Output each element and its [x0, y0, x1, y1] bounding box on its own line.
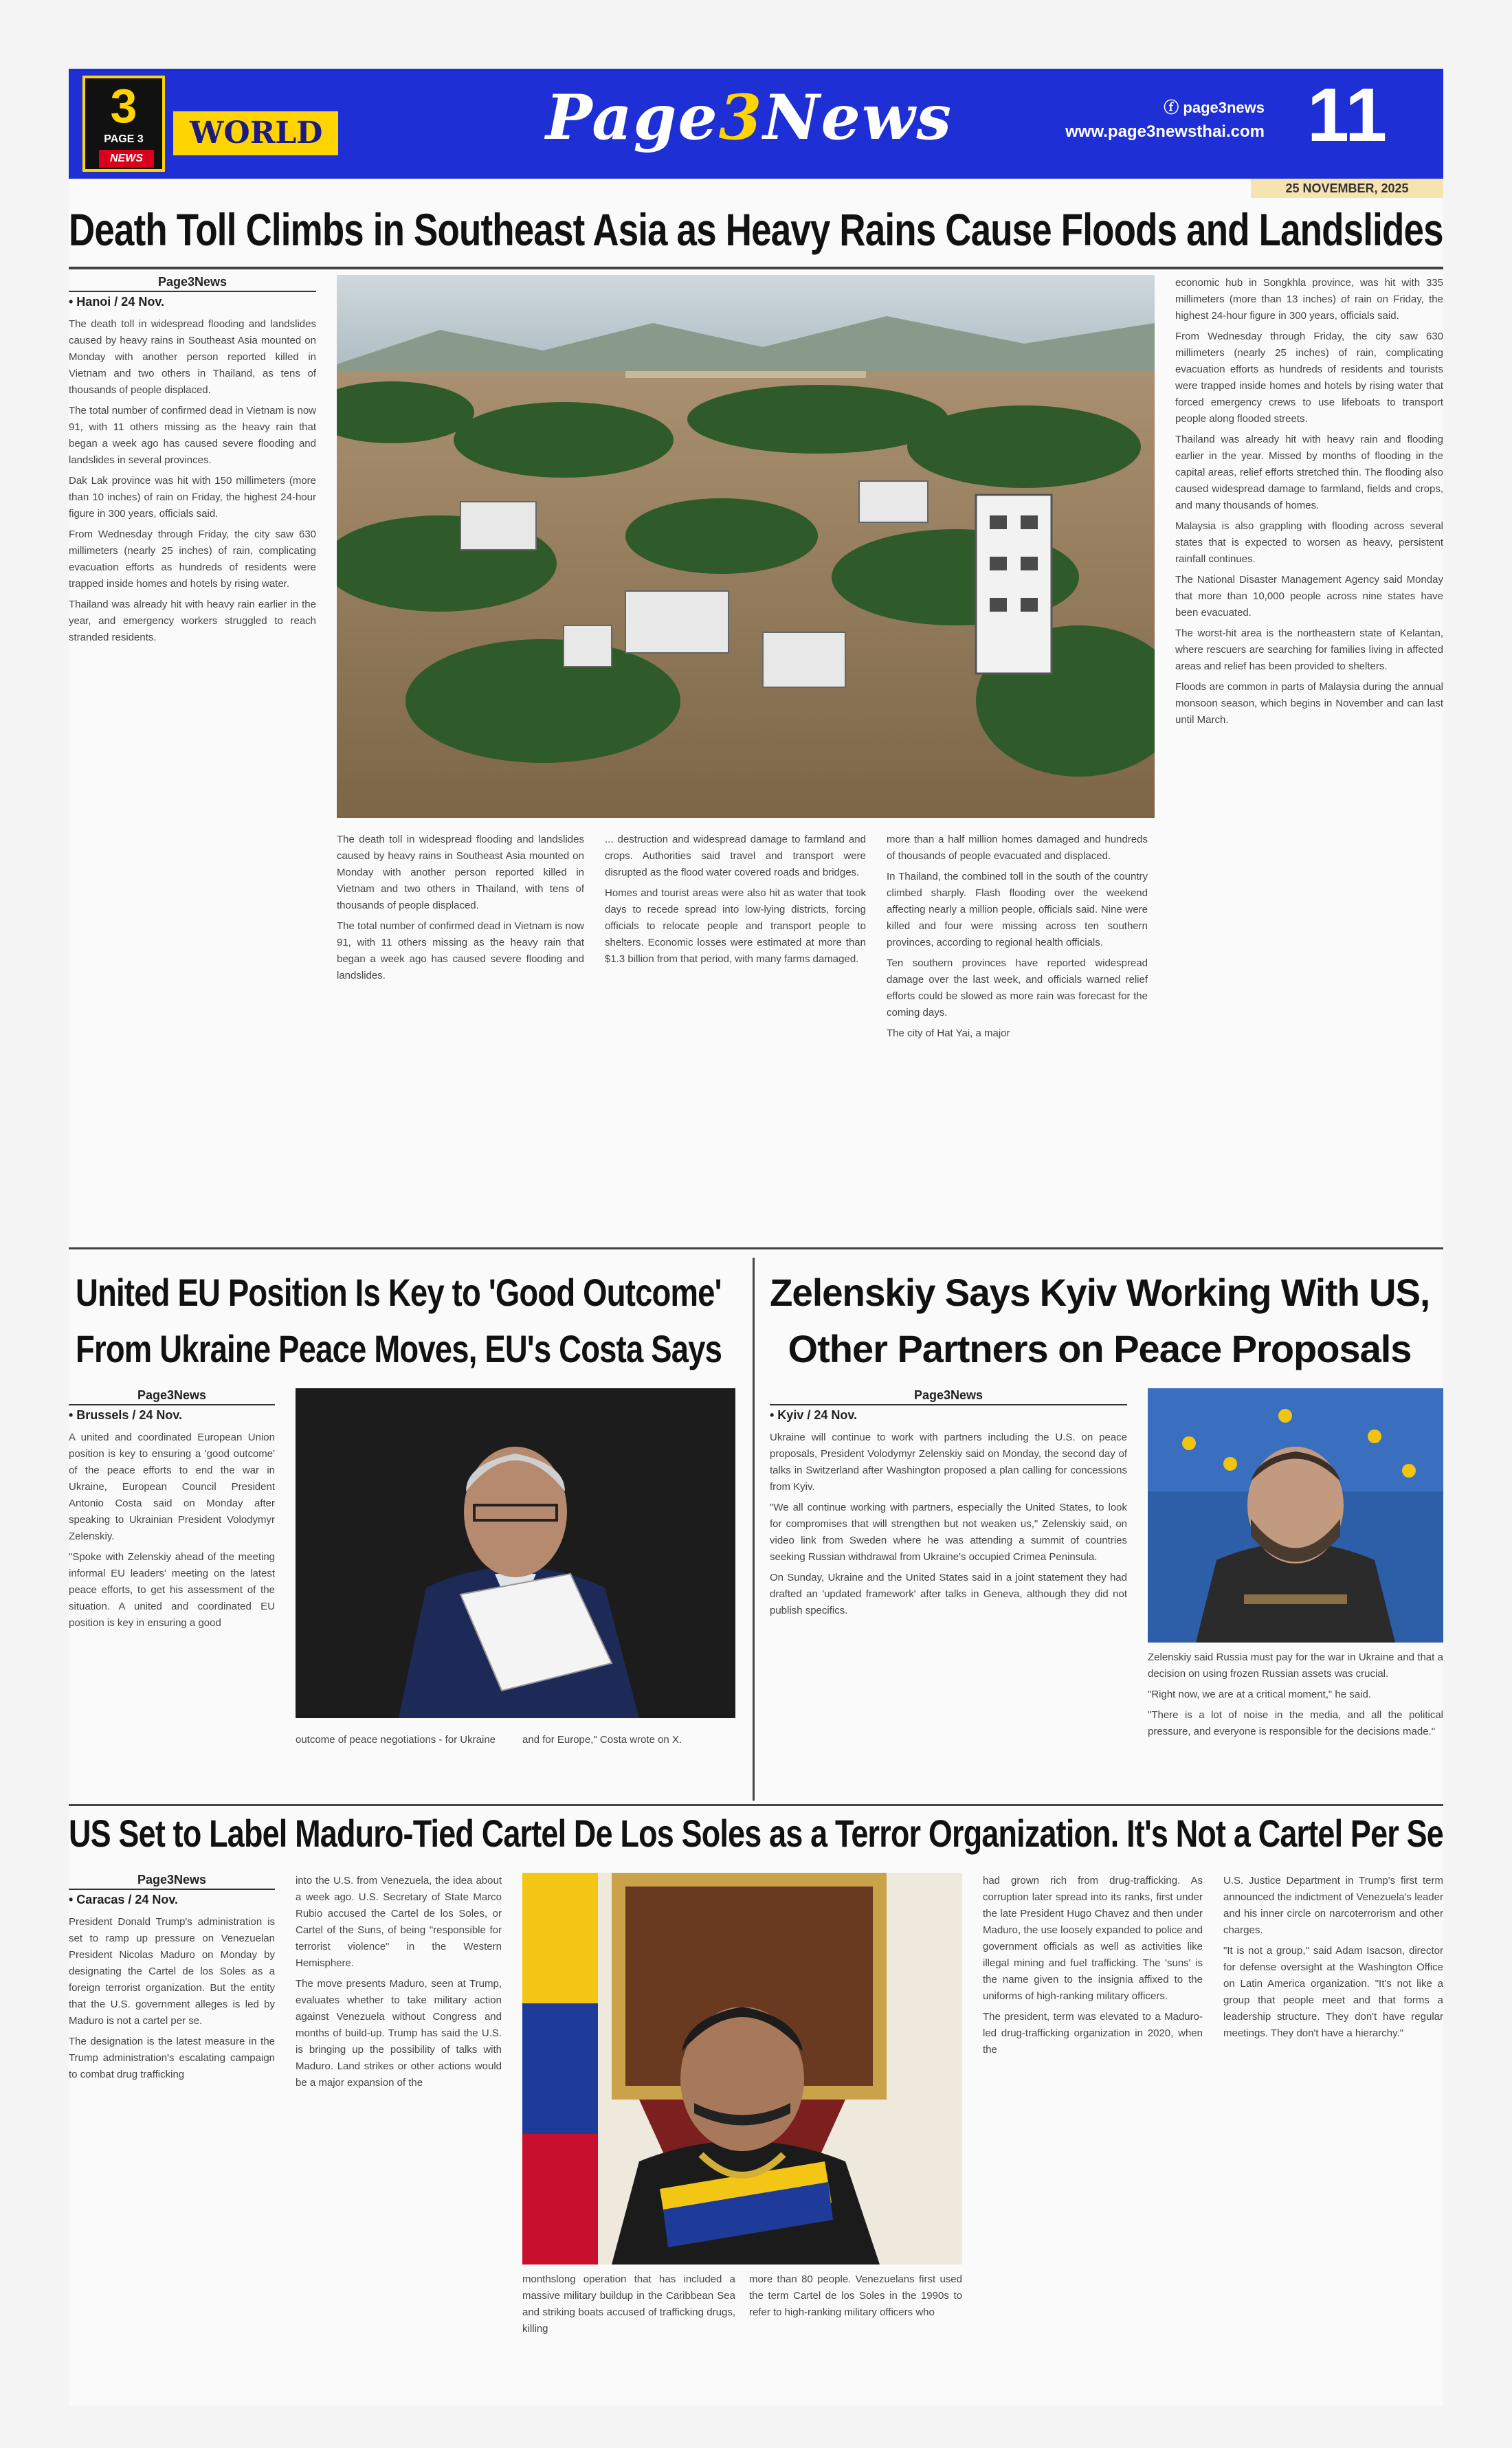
- masthead: [69, 69, 1443, 179]
- social-text: page3news: [1183, 99, 1265, 116]
- story4-col1: [69, 1914, 275, 2399]
- zelenskiy-photo: [1148, 1388, 1443, 1643]
- rule-mid: [69, 1247, 1443, 1249]
- facebook-icon: ⓕ: [1164, 99, 1183, 116]
- story4-agency: Page3News: [69, 1873, 275, 1890]
- paragraph: "It is not a group," said Adam Isacson, director for defense oversight at the Washington Office on Latin America organization. "It's not like a group that people meet and that forms a leadership structure. They don't have regular meetings. They don't have a hierarchy.": [1223, 1945, 1443, 2039]
- paragraph: Thailand was already hit with heavy rain earlier in the year, and emergency workers struggled to reach stranded residents.: [69, 599, 316, 643]
- story1-col4: [887, 832, 1148, 1230]
- logo-number: 3: [110, 79, 137, 133]
- paragraph: Floods are common in parts of Malaysia during the annual monsoon season, which begins in November and can last until March.: [1175, 681, 1443, 726]
- rule-lower: [69, 1804, 1443, 1806]
- paragraph: The death toll in widespread flooding and landslides caused by heavy rains in Southeast Asia mounted on Monday with another person reported killed in Vietnam and two others in Thailand, as tens of thousands of people displaced.: [69, 318, 316, 396]
- costa-photo-graphic: [296, 1388, 735, 1718]
- paragraph: Ten southern provinces have reported widespread damage over the last week, and officials warned relief efforts could be slowed as more rain was forecast for the coming days.: [887, 957, 1148, 1019]
- paragraph: "There is a lot of noise in the media, and all the political pressure, and everyone is responsible for the decisions made.": [1148, 1709, 1443, 1737]
- rule-vertical: [753, 1258, 755, 1801]
- paragraph: The move presents Maduro, seen at Trump, evaluates whether to take military action against Venezuela without Congress and months of build-up. Trump has said the U.S. is bringing up the possibility of talks with Maduro. Land strikes or other actions would be a major expansion of the: [296, 1978, 502, 2089]
- story2-col2: [296, 1732, 509, 1794]
- paragraph: and for Europe," Costa wrote on X.: [522, 1734, 682, 1746]
- story1-col3: [605, 832, 866, 1230]
- story4-headline: US Set to Label Maduro-Tied Cartel De Los Soles as a Terror Organization. It's Not a Cartel Per Se: [69, 1812, 1443, 1855]
- date-strip: 25 NOVEMBER, 2025: [1251, 179, 1443, 198]
- story2-headline: [76, 1265, 722, 1377]
- story3-headline: [770, 1265, 1430, 1377]
- paragraph: Thailand was already hit with heavy rain and flooding earlier in the year. Missed by months of flooding in the capital areas, relief efforts stretched thin. The flooding also caused widespread damage to farmland, fields and crops, and many thousands of homes.: [1175, 434, 1443, 511]
- story3-headline-line1: Zelenskiy Says Kyiv Working With US,: [770, 1271, 1430, 1314]
- page-number: 11: [1307, 73, 1388, 157]
- story2-byline: [69, 1388, 275, 1423]
- social-handle: [1045, 96, 1265, 118]
- paragraph: President Donald Trump's administration is set to ramp up pressure on Venezuelan President Nicolas Maduro on Monday by designating the Cartel de los Soles as a foreign terrorist organization. But the entity that the U.S. government alleges is led by Maduro is not a cartel per se.: [69, 1916, 275, 2027]
- flood-photo: [337, 275, 1155, 818]
- paragraph: The total number of confirmed dead in Vietnam is now 91, with 11 others missing as the heavy rain that began a week ago has caused severe flooding and landslides.: [337, 920, 584, 981]
- story4-col3: [522, 2271, 735, 2399]
- story2-headline-line1: United EU Position Is Key to 'Good Outcome': [76, 1271, 722, 1314]
- paragraph: monthslong operation that has included a massive military buildup in the Caribbean Sea and striking boats accused of trafficking drugs, killing: [522, 2273, 735, 2335]
- paragraph: The designation is the latest measure in the Trump administration's escalating campaign to combat drug trafficking: [69, 2036, 275, 2080]
- newspaper-page: [69, 69, 1443, 2405]
- paragraph: more than a half million homes damaged and hundreds of thousands of people evacuated and displaced.: [887, 834, 1148, 862]
- paragraph: "Spoke with Zelenskiy ahead of the meeting informal EU leaders' meeting on the latest peace efforts, to get his assessment of the situation. A united and coordinated EU position is key in ensuring a good: [69, 1551, 275, 1629]
- paragraph: Zelenskiy said Russia must pay for the war in Ukraine and that a decision on using frozen Russian assets was crucial.: [1148, 1651, 1443, 1680]
- story2-col1: [69, 1429, 275, 1794]
- paragraph: "We all continue working with partners, especially the United States, to look for compromises that will strengthen but not weaken us," Zelenskiy said, on video link from Sweden where he was attending a summit of countries seeking Russian withdrawal from Ukraine's occupied Crimea Peninsula.: [770, 1502, 1127, 1563]
- paragraph: The president, term was elevated to a Maduro-led drug-trafficking organization in 2020, when the: [983, 2011, 1203, 2056]
- paragraph: outcome of peace negotiations - for Ukraine: [296, 1734, 496, 1746]
- page3-logo: [82, 76, 165, 172]
- paragraph: The city of Hat Yai, a major: [887, 1027, 1010, 1039]
- paragraph: had grown rich from drug-trafficking. As corruption later spread into its ranks, first under the late President Hugo Chavez and then under Maduro, the use loosely expanded to police and government officials as well as activities like illegal mining and fuel trafficking. The 'suns' is the name given to the insignia affixed to the uniforms of high-ranking military officers.: [983, 1875, 1203, 2002]
- paragraph: Homes and tourist areas were also hit as water that took days to recede spread into low-lying districts, forcing officials to relocate people and transport people to shelters. Economic losses were estimated at more than $1.3 billion from that period, with many farms damaged.: [605, 887, 866, 965]
- flood-photo-graphic: [337, 275, 1155, 818]
- story1-col2: [337, 832, 584, 1230]
- section-label: WORLD: [173, 111, 338, 155]
- story4-col6: [1223, 1873, 1443, 2399]
- story4-place: • Caracas / 24 Nov.: [69, 1893, 179, 1906]
- brand-part1: Page: [545, 81, 719, 154]
- brand-part2: News: [763, 81, 953, 154]
- story1-agency: Page3News: [69, 275, 316, 292]
- story1-headline: Death Toll Climbs in Southeast Asia as Heavy Rains Cause Floods and Landslides: [69, 204, 1443, 255]
- paragraph: In Thailand, the combined toll in the south of the country climbed sharply. Flash flooding over the weekend affecting nearly a million people, officials said. Nine were killed and four were missing across ten southern provinces, according to regional health officials.: [887, 871, 1148, 948]
- story2-col3: [522, 1732, 735, 1794]
- story3-place: • Kyiv / 24 Nov.: [770, 1408, 858, 1422]
- costa-photo: [296, 1388, 735, 1718]
- paragraph: From Wednesday through Friday, the city saw 630 millimeters (nearly 25 inches) of rain, complicating evacuation efforts as hundreds of residents and tourists were trapped inside homes and hotels by rising water that forced emergency crews to use lifeboats to transport people along flooded streets.: [1175, 331, 1443, 425]
- logo-sub: PAGE 3: [104, 133, 144, 145]
- paragraph: Dak Lak province was hit with 150 millimeters (more than 10 inches) of rain on Friday, the highest 24-hour figure in 300 years, officials said.: [69, 475, 316, 520]
- paragraph: From Wednesday through Friday, the city saw 630 millimeters (nearly 25 inches) of rain, complicating evacuation efforts as hundreds of residents were trapped inside homes and hotels by rising water.: [69, 528, 316, 590]
- story1-col1: [69, 316, 316, 1230]
- paragraph: more than 80 people. Venezuelans first used the term Cartel de los Soles in the 1990s to refer to high-ranking military officers who: [749, 2273, 962, 2318]
- paragraph: ... destruction and widespread damage to farmland and crops. Authorities said travel and transport were disrupted as the flood water covered roads and bridges.: [605, 834, 866, 878]
- paragraph: Ukraine will continue to work with partners including the U.S. on peace proposals, President Volodymyr Zelenskiy said on Monday, the second day of talks in Switzerland after Washington proposed a plan calling for concessions from Kyiv.: [770, 1432, 1127, 1493]
- zelenskiy-photo-graphic: [1148, 1388, 1443, 1643]
- story3-col2: [1148, 1649, 1443, 1794]
- paragraph: U.S. Justice Department in Trump's first term announced the indictment of Venezuela's leader and his inner circle on narcoterrorism and other charges.: [1223, 1875, 1443, 1936]
- site-url: www.page3newsthai.com: [1065, 122, 1265, 141]
- paragraph: Malaysia is also grappling with flooding across several states that is expected to worsen as heavy, persistent rainfall continues.: [1175, 520, 1443, 565]
- paragraph: into the U.S. from Venezuela, the idea about a week ago. U.S. Secretary of State Marco Rubio accused the Cartel de los Soles, or Cartel of the Suns, of being "responsible for terrorist violence" in the Western Hemisphere.: [296, 1875, 502, 1969]
- story1-place: • Hanoi / 24 Nov.: [69, 295, 164, 309]
- paragraph: A united and coordinated European Union position is key to ensuring a 'good outcome' of the peace efforts to end the war in Ukraine, European Council President Antonio Costa said on Monday after speaking to Ukrainian President Volodymyr Zelenskiy.: [69, 1432, 275, 1542]
- story3-byline: [770, 1388, 1127, 1423]
- story2-headline-line2: From Ukraine Peace Moves, EU's Costa Says: [76, 1327, 722, 1370]
- maduro-photo-graphic: [522, 1873, 962, 2265]
- story4-byline: [69, 1873, 275, 1907]
- rule-top: [69, 267, 1443, 269]
- story3-agency: Page3News: [770, 1388, 1127, 1405]
- story2-agency: Page3News: [69, 1388, 275, 1405]
- story3-headline-line2: Other Partners on Peace Proposals: [788, 1327, 1412, 1370]
- paragraph: The death toll in widespread flooding and landslides caused by heavy rains in Southeast Asia mounted on Monday with another person reported killed in Vietnam and two others in Thailand, with tens of thousands of people displaced.: [337, 834, 584, 911]
- story1-col5: [1175, 275, 1443, 1230]
- paragraph: "Right now, we are at a critical moment," he said.: [1148, 1689, 1371, 1700]
- logo-tag: NEWS: [99, 150, 154, 168]
- brand-title: [536, 81, 962, 154]
- paragraph: economic hub in Songkhla province, was hit with 335 millimeters (more than 13 inches) of rain on Friday, the highest 24-hour figure in 300 years, officials said.: [1175, 277, 1443, 322]
- story4-col4: [749, 2271, 962, 2399]
- story3-col1: [770, 1429, 1127, 1794]
- paragraph: The worst-hit area is the northeastern state of Kelantan, where rescuers are searching for families living in affected areas and relief has been provided to shelters.: [1175, 627, 1443, 672]
- paragraph: On Sunday, Ukraine and the United States said in a joint statement they had drafted an 'updated framework' after talks in Geneva, although they did not publish specifics.: [770, 1572, 1127, 1616]
- story1-byline: [69, 275, 316, 309]
- story2-place: • Brussels / 24 Nov.: [69, 1408, 183, 1422]
- brand-three: 3: [718, 81, 764, 154]
- maduro-photo: [522, 1873, 962, 2265]
- paragraph: The total number of confirmed dead in Vietnam is now 91, with 11 others missing as the heavy rain that began a week ago has caused severe flooding and landslides in several provinces.: [69, 405, 316, 466]
- story4-col2: [296, 1873, 502, 2399]
- story4-col5: [983, 1873, 1203, 2399]
- paragraph: The National Disaster Management Agency said Monday that more than 10,000 people across nine states have been evacuated.: [1175, 574, 1443, 619]
